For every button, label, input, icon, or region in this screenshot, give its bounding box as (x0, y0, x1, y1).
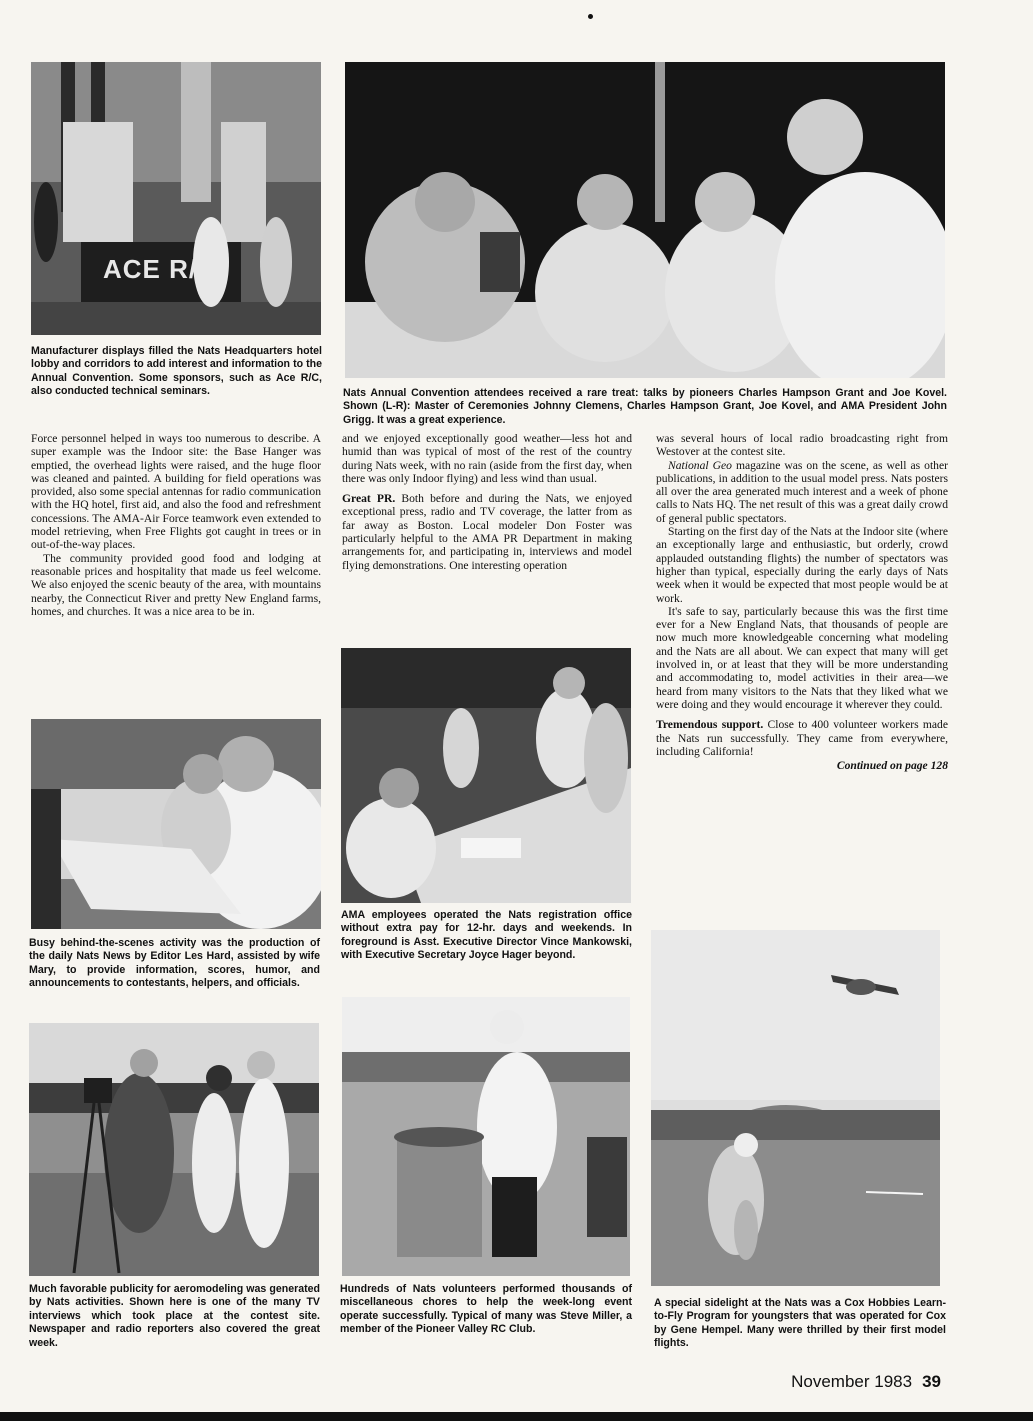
photo-cox-learn-to-fly (651, 930, 940, 1286)
text-column-1 (31, 432, 321, 618)
caption-publicity: Much favorable publicity for aeromodeling was generated by Nats activities. Shown here is one of the many TV interviews which took place at the contest site. Newspaper and radio reporters also covered the great week. (29, 1283, 320, 1349)
col3-paragraph-5 (656, 718, 948, 758)
text-column-3 (656, 432, 948, 772)
caption-convention: Nats Annual Convention attendees received a rare treat: talks by pioneers Charles Hampson Grant and Joe Kovel. Shown (L-R): Master of Ceremonies Johnny Clemens, Charles Hampson Grant, Joe Kovel, and AMA President John Grigg. It was a great experience. (343, 387, 947, 426)
photo-nats-news (31, 719, 321, 929)
scan-edge (0, 1412, 1033, 1421)
col2-paragraph-2-text: Both before and during the Nats, we enjoyed exceptional press, radio and TV coverage, the latter from as far away as Boston. Local modeler Don Foster was particularly helpful to the AMA PR Department in making arrangements for, and participating in, interviews and model flying demonstrations. One interesting operation (342, 492, 632, 572)
col1-paragraph-1: Force personnel helped in ways too numerous to describe. A super example was the Indoor site: the Base Hanger was emptied, the overhead lights were raised, and the huge floor was cleaned and painted. A building for field operations was provided, also some special antennas for radio communication with the HQ hotel, first aid, and also the food and refreshment concessions. The AMA-Air Force teamwork even extended to model retrieving, when Free Flights got caught in trees or in out-of-the-way places. (31, 432, 321, 552)
caption-nats-news: Busy behind-the-scenes activity was the production of the daily Nats News by Editor Les Hard, assisted by wife Mary, to provide information, scores, humor, and announcements to contestants, helpers, and officials. (29, 937, 320, 990)
issue-date: November 1983 (791, 1372, 913, 1391)
col2-paragraph-1: and we enjoyed exceptionally good weather—less hot and humid than was typical of most of the rest of the country during Nats week, with no rain (aside from the first day, when there was only Indoor flying) and less wind than usual. (342, 432, 632, 485)
photo-volunteer (342, 997, 630, 1276)
col2-paragraph-2 (342, 492, 632, 572)
col1-paragraph-2: The community provided good food and lodging at reasonable prices and hospitality that made us feel welcome. We also enjoyed the scenic beauty of the area, with mountains nearby, the Connecticut River and pretty New England farms, homes, and churches. It was a nice area to be in. (31, 551, 321, 618)
page-number: 39 (922, 1372, 941, 1391)
page-footer (791, 1372, 941, 1392)
caption-lobby: Manufacturer displays filled the Nats Headquarters hotel lobby and corridors to add interest and information to the Annual Convention. Some sponsors, such as Ace R/C, also conducted technical seminars. (31, 345, 322, 398)
caption-registration: AMA employees operated the Nats registration office without extra pay for 12-hr. days and weekends. In foreground is Asst. Executive Director Vince Mankowski, with Executive Secretary Joyce Hager beyond. (341, 909, 632, 962)
photo-lobby-displays (31, 62, 321, 335)
photo-registration-office (341, 648, 631, 903)
col3-paragraph-5-text: Close to 400 volunteer workers made the Nats run successfully. They came from everywhere, including California! (656, 718, 948, 758)
print-dot (588, 14, 593, 19)
continued-note: Continued on page 128 (836, 759, 948, 773)
caption-cox: A special sidelight at the Nats was a Cox Hobbies Learn-to-Fly Program for youngsters that was operated for Cox by Gene Hempel. Many were thrilled by their first model flights. (654, 1297, 946, 1350)
col3-paragraph-1: was several hours of local radio broadcasting right from Westover at the contest site. (656, 432, 948, 459)
caption-volunteers: Hundreds of Nats volunteers performed thousands of miscellaneous chores to help the week-long event operate successfully. Typical of many was Steve Miller, a member of the Pioneer Valley RC Club. (340, 1283, 632, 1336)
col3-paragraph-3: Starting on the first day of the Nats at the Indoor site (where an exceptionally large and enthusiastic, but orderly, crowd applauded outstanding flights) the number of spectators was higher than typical, especially during the early days of Nats week when it would be expected that most people would be at work. (656, 525, 948, 605)
photo-convention-speakers (345, 62, 945, 378)
col2-subhead: Great PR. (342, 492, 396, 506)
col3-magazine-name: National Geo (668, 458, 732, 472)
col3-paragraph-2-text: magazine was on the scene, as well as other publications, in addition to the usual model press. Nats posters all over the area generated much interest and a week of phone calls to Nats HQ. The net result of this was a great daily crowd of general public spectators. (656, 458, 948, 525)
text-column-2 (342, 432, 632, 572)
col3-paragraph-4: It's safe to say, particularly because this was the first time ever for a New England Nats, that thousands of people are now much more knowledgeable concerning what modeling and the Nats are all about. We can expect that many will get involved in, or at least that they will be more understanding and accommodating to, model activities in their area—we heard from many visitors to the Nats that they liked what we were doing and they would encourage it wherever they could. (656, 604, 948, 711)
col3-subhead: Tremendous support. (656, 718, 764, 732)
photo-tv-interview (29, 1023, 319, 1276)
ace-rc-sign: ACE R/C (103, 254, 217, 284)
col3-paragraph-2 (656, 459, 948, 525)
